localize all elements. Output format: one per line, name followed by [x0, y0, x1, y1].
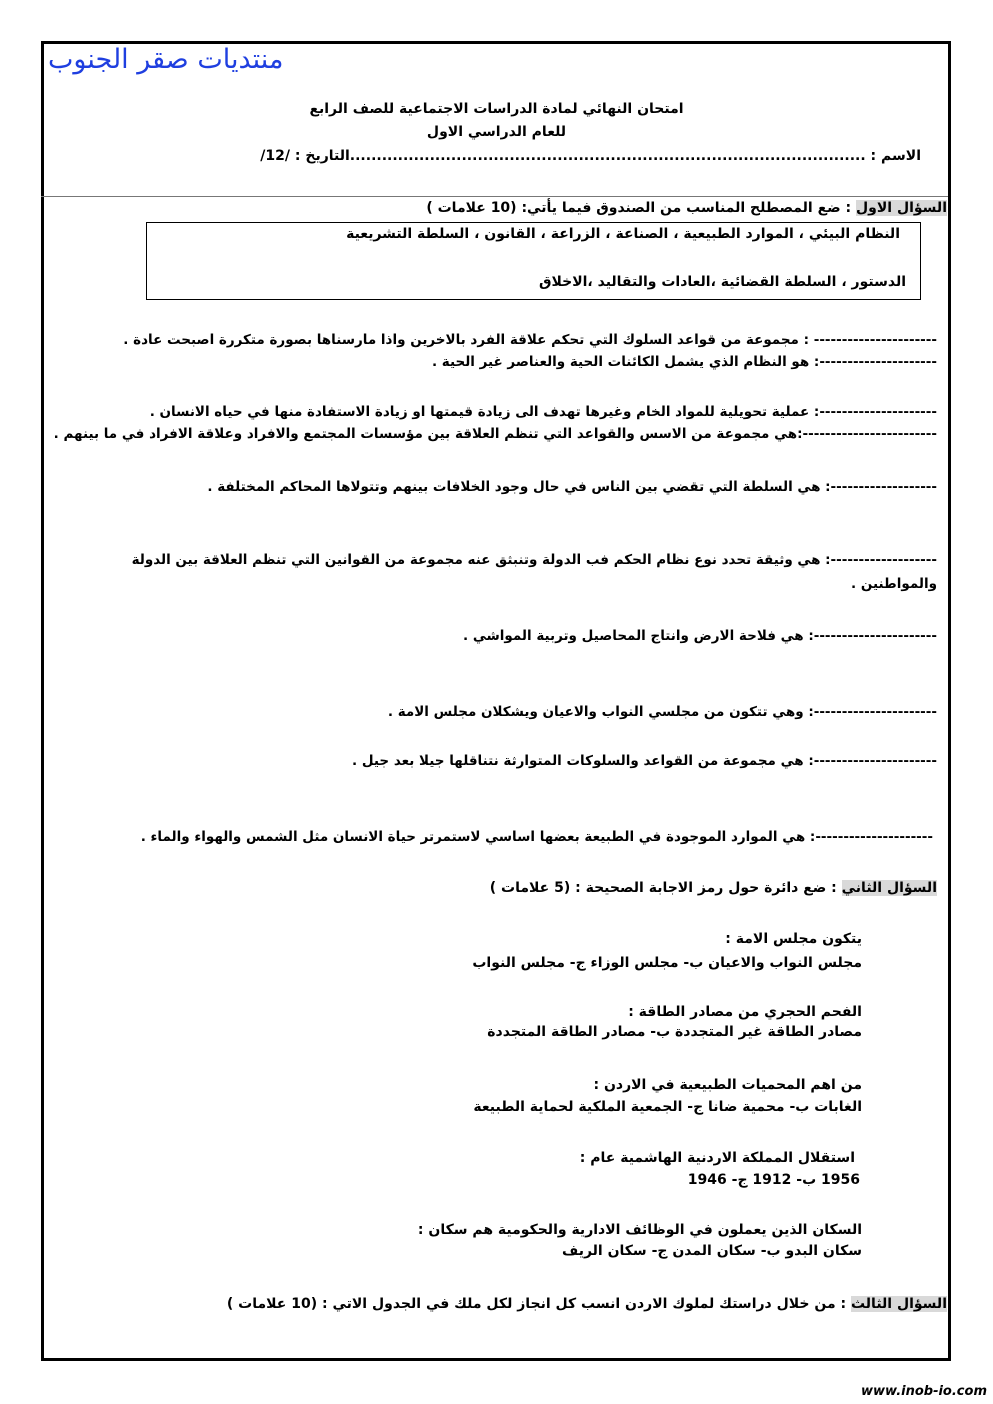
q1-line-3: ---------------------: عملية تحويلية للمواد الخام وغيرها تهدف الى زيادة قيمتها او زيادة الاستفادة منها في حياه الانسان . — [149, 404, 937, 420]
q3-heading — [227, 1296, 947, 1312]
mcq-3-options: الغابات ب- محمية ضانا ج- الجمعية الملكية لحماية الطبيعة — [473, 1099, 862, 1115]
q1-line-7: ----------------------: هي فلاحة الارض وانتاج المحاصيل وتربية المواشي . — [463, 628, 937, 644]
q1-line-2: ---------------------: هو النظام الذي يشمل الكائنات الحية والعناصر غير الحية . — [431, 354, 937, 370]
q2-instruction: : ضع دائرة حول رمز الاجابة الصحيحة : (5 علامات ) — [489, 880, 837, 896]
q1-line-5: -------------------: هي السلطة التي تقضي بين الناس في حال وجود الخلافات بينهم وتتولاها المحاكم المختلفة . — [207, 479, 937, 495]
footer-url: www.inob-io.com — [861, 1384, 987, 1399]
q1-line-6: -------------------: هي وثيقة تحدد نوع نظام الحكم فب الدولة وتنبثق عنه مجموعة من القوانين التي تنظم العلاقة بين الدولة — [131, 552, 937, 568]
exam-subtitle: للعام الدراسي الاول — [426, 124, 567, 140]
exam-title: امتحان النهائي لمادة الدراسات الاجتماعية للصف الرابع — [309, 101, 684, 117]
term-box-row-2: الدستور ، السلطة القضائية ،العادات والتقاليد ،الاخلاق — [538, 274, 906, 290]
q1-line-6-cont: والمواطنين . — [851, 576, 937, 592]
name-date-line: الاسم : .................................................................................................التاريخ : /12/ — [260, 148, 921, 164]
q1-line-4: ------------------------:هي مجموعة من الاسس والقواعد التي تنظم العلاقة بين مؤسسات المجتمع والافراد وعلاقة الافراد في ما بينهم . — [53, 426, 937, 442]
mcq-4-stem: استقلال المملكة الاردنية الهاشمية عام : — [579, 1150, 855, 1166]
q1-instruction: : ضع المصطلح المناسب من الصندوق فيما يأتي: (10 علامات ) — [426, 200, 852, 216]
mcq-1-options: مجلس النواب والاعيان ب- مجلس الوزاء ج- مجلس النواب — [472, 955, 862, 971]
q1-heading — [426, 200, 947, 216]
q3-instruction: : من خلال دراستك لملوك الاردن انسب كل انجاز لكل ملك في الجدول الاتي : (10 علامات ) — [226, 1296, 847, 1312]
mcq-3-stem: من اهم المحميات الطبيعية في الاردن : — [593, 1077, 862, 1093]
q2-label: السؤال الثاني — [841, 880, 937, 896]
q2-heading — [490, 880, 937, 896]
mcq-1-stem: يتكون مجلس الامة : — [725, 931, 862, 947]
header-divider — [41, 196, 948, 197]
mcq-2-stem: الفحم الحجري من مصادر الطاقة : — [628, 1004, 862, 1020]
q1-line-9: ----------------------: هي مجموعة من القواعد والسلوكات المتوارثة نتناقلها جيلا بعد جيل . — [352, 753, 937, 769]
q1-label: السؤال الاول — [856, 200, 947, 216]
term-box-row-1: النظام البيئي ، الموارد الطبيعية ، الصناعة ، الزراعة ، القانون ، السلطة التشريعية — [346, 226, 900, 242]
q1-line-10: ---------------------: هي الموارد الموجودة في الطبيعة بعضها اساسي لاستمرتر حياة الانسان مثل الشمس والهواء والماء . — [140, 829, 933, 845]
forum-brand-logo: منتديات صقر الجنوب — [48, 44, 284, 75]
mcq-5-stem: السكان الذين يعملون في الوظائف الادارية والحكومية هم سكان : — [417, 1222, 862, 1238]
q1-line-1: ---------------------- : مجموعة من قواعد السلوك التي تحكم علاقة الفرد بالاخرين واذا مارسناها بصورة متكررة اصبحت عادة . — [123, 332, 937, 348]
q1-line-8: ----------------------: وهي تتكون من مجلسي النواب والاعيان ويشكلان مجلس الامة . — [387, 704, 937, 720]
mcq-5-options: سكان البدو ب- سكان المدن ج- سكان الريف — [562, 1243, 862, 1259]
mcq-4-options: 1956 ب- 1912 ج- 1946 — [687, 1172, 860, 1188]
mcq-2-options: مصادر الطاقة غير المتجددة ب- مصادر الطاقة المتجددة — [487, 1024, 862, 1040]
q3-label: السؤال الثالث — [850, 1296, 947, 1312]
